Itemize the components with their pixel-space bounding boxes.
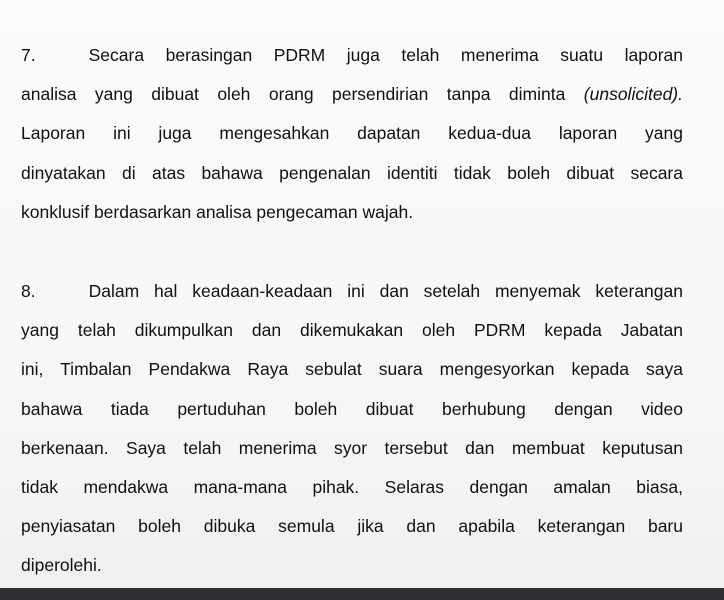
paragraph-line bbox=[21, 114, 683, 153]
paragraph-text: Laporan ini juga mengesahkan dapatan kedua-dua laporan yang bbox=[21, 123, 683, 144]
paragraph-line bbox=[21, 272, 683, 311]
paragraph-line bbox=[21, 507, 683, 546]
paragraph-text: tidak mendakwa mana-mana pihak. Selaras dengan amalan biasa, bbox=[21, 476, 683, 497]
paragraph-text: konklusif berdasarkan analisa pengecaman wajah. bbox=[21, 201, 414, 222]
paragraph-line bbox=[21, 429, 683, 468]
bottom-bar bbox=[0, 588, 724, 600]
paragraph-text: bahawa tiada pertuduhan boleh dibuat berhubung dengan video bbox=[21, 398, 683, 419]
paragraph-text: penyiasatan boleh dibuka semula jika dan apabila keterangan baru bbox=[21, 516, 683, 537]
paragraph-text: ini, Timbalan Pendakwa Raya sebulat suara mengesyorkan kepada saya bbox=[21, 359, 683, 380]
paragraph-text: diperolehi. bbox=[21, 555, 102, 576]
paragraph-number: 7. bbox=[21, 45, 36, 65]
paragraph-text: berkenaan. Saya telah menerima syor tersebut dan membuat keputusan bbox=[21, 437, 683, 458]
paragraph-number: 8. bbox=[21, 281, 36, 301]
paragraph-line bbox=[21, 193, 683, 232]
italic-term: (unsolicited). bbox=[583, 84, 683, 105]
paragraph-line bbox=[21, 468, 683, 507]
paragraph-7 bbox=[21, 36, 683, 232]
paragraph-line bbox=[21, 546, 683, 585]
paragraph-line bbox=[21, 75, 683, 114]
paragraph-text: Secara berasingan PDRM juga telah menerima suatu laporan bbox=[88, 45, 683, 65]
paragraph-text: Dalam hal keadaan-keadaan ini dan setelah menyemak keterangan bbox=[88, 281, 683, 301]
paragraph-text: dinyatakan di atas bahawa pengenalan identiti tidak boleh dibuat secara bbox=[21, 162, 683, 183]
paragraph-line bbox=[21, 390, 683, 429]
paragraph-text: analisa yang dibuat oleh orang persendirian tanpa diminta bbox=[21, 84, 566, 105]
paragraph-line bbox=[21, 311, 683, 350]
paragraph-line bbox=[21, 36, 683, 75]
paragraph-line bbox=[21, 350, 683, 389]
paragraph-line bbox=[21, 154, 683, 193]
paragraph-text: yang telah dikumpulkan dan dikemukakan oleh PDRM kepada Jabatan bbox=[21, 320, 683, 341]
paragraph-8 bbox=[21, 272, 683, 586]
